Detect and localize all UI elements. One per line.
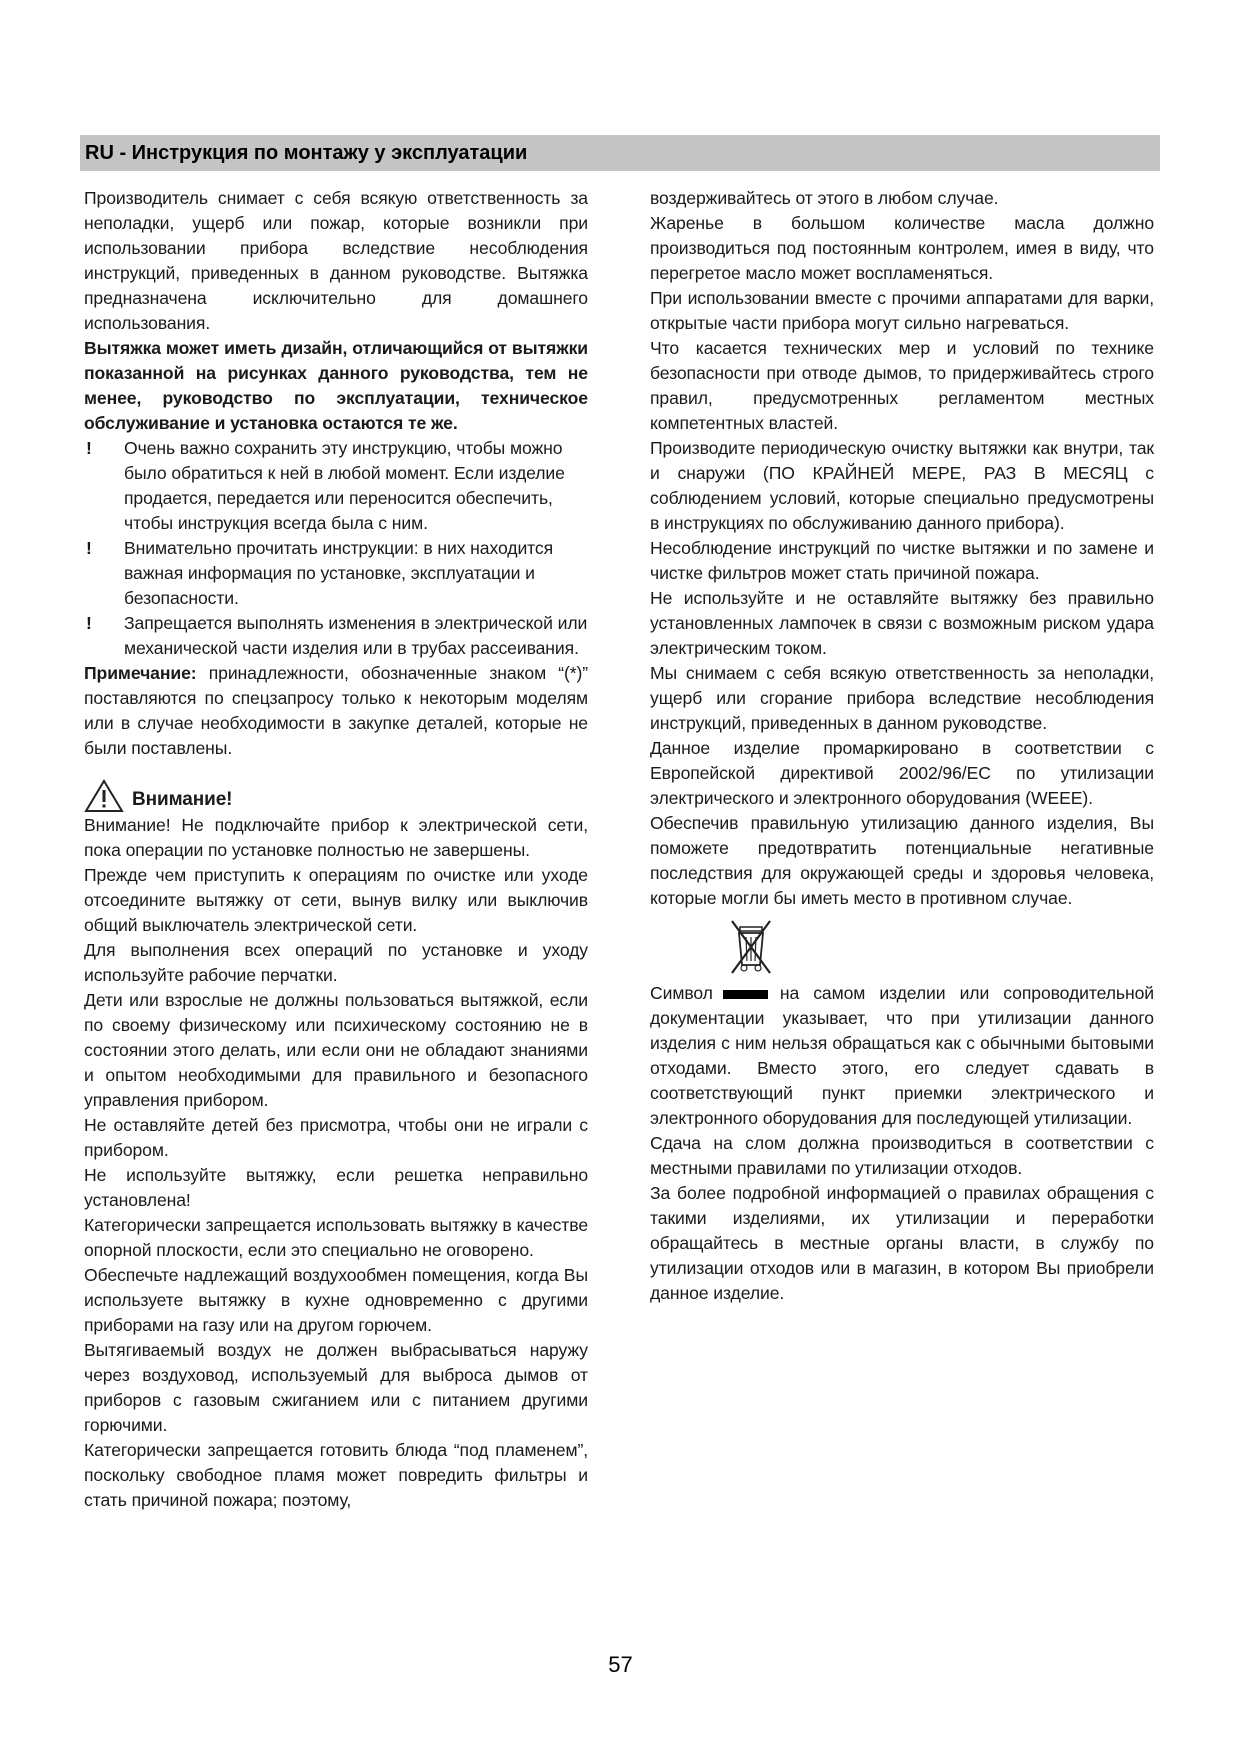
right-paragraph: Мы снимаем с себя всякую ответственность за неполадки, ущерб или сгорание прибора вследствие несоблюдения инструкций, приведенных в данном руководстве. <box>650 663 1154 733</box>
right-paragraph: Данное изделие промаркировано в соответствии с Европейской директивой 2002/96/ЕС по утилизации электрического и электронного оборудования (WEEE). <box>650 738 1154 808</box>
warning-paragraph: Не оставляйте детей без присмотра, чтобы они не играли с прибором. <box>84 1115 588 1160</box>
exclamation-icon: ! <box>86 538 92 558</box>
left-column <box>84 186 588 1513</box>
bullet-text: Запрещается выполнять изменения в электрической или механической части изделия или в трубах рассеивания. <box>124 613 588 658</box>
weee-crossed-bin-icon <box>728 917 1154 981</box>
right-paragraph: За более подробной информацией о правилах обращения с такими изделиями, их утилизации и переработки обращайтесь в местные органы власти, в службу по утилизации отходов или в магазин, в котором Вы приобрели данное изделие. <box>650 1183 1154 1303</box>
right-paragraph: Сдача на слом должна производиться в соответствии с местными правилами по утилизации отходов. <box>650 1133 1154 1178</box>
warning-paragraph: Категорически запрещается готовить блюда “под пламенем”, поскольку свободное пламя может повредить фильтры и стать причиной пожара; поэтому, <box>84 1440 588 1510</box>
warning-paragraph: Обеспечьте надлежащий воздухообмен помещения, когда Вы используете вытяжку в кухне одновременно с другими приборами на газу или на другом горючем. <box>84 1265 588 1335</box>
section-title: RU - Инструкция по монтажу у эксплуатации <box>85 142 528 164</box>
warning-paragraph: Категорически запрещается использовать вытяжку в качестве опорной плоскости, если это специально не оговорено. <box>84 1215 588 1260</box>
symbol-word: Символ <box>650 983 713 1003</box>
intro-paragraph: Производитель снимает с себя всякую ответственность за неполадки, ущерб или пожар, которые возникли при использовании прибора вследствие несоблюдения инструкций, приведенных в данном руководстве. Вытяжка предназначена исключительно для домашнего использования. <box>84 188 588 333</box>
right-paragraph: Что касается технических мер и условий по технике безопасности при отводе дымов, то придерживайтесь строго правил, предусмотренных регламентом местных компетентных властей. <box>650 338 1154 433</box>
right-paragraph: Не используйте и не оставляйте вытяжку без правильно установленных лампочек в связи с возможным риском удара электрическим током. <box>650 588 1154 658</box>
note-text: принадлежности, обозначенные знаком “(*)” поставляются по спецзапросу только к некоторым моделям или в случае необходимости в закупке деталей, которые не были поставлены. <box>84 663 588 758</box>
warning-paragraph: Для выполнения всех операций по установке и уходу используйте рабочие перчатки. <box>84 940 588 985</box>
warning-triangle-icon <box>84 779 124 813</box>
right-paragraph: Несоблюдение инструкций по чистке вытяжки и по замене и чистке фильтров может стать причиной пожара. <box>650 538 1154 583</box>
symbol-text: на самом изделии или сопроводительной документации указывает, что при утилизации данного изделия с ним нельзя обращаться как с обычными бытовыми отходами. Вместо этого, его следует сдавать в соответствующий пункт приемки электрического и электронного оборудования для последующей утилизации. <box>650 983 1154 1128</box>
section-header <box>80 135 1160 171</box>
right-paragraph: воздерживайтесь от этого в любом случае. <box>650 188 999 208</box>
design-note-paragraph: Вытяжка может иметь дизайн, отличающийся от вытяжки показанной на рисунках данного руководства, тем не менее, руководство по эксплуатации, техническое обслуживание и установка остаются те же. <box>84 338 588 433</box>
right-column <box>650 186 1154 1306</box>
warning-paragraph: Не используйте вытяжку, если решетка неправильно установлена! <box>84 1165 588 1210</box>
note-paragraph <box>84 661 588 761</box>
warning-title: Внимание! <box>132 789 233 810</box>
symbol-paragraph <box>650 981 1154 1131</box>
warning-paragraph: Прежде чем приступить к операциям по очистке или уходе отсоедините вытяжку от сети, вынув вилку или выключив общий выключатель электрической сети. <box>84 865 588 935</box>
warning-heading <box>84 767 588 813</box>
right-paragraph: Производите периодическую очистку вытяжки как внутри, так и снаружи (ПО КРАЙНЕЙ МЕРЕ, РАЗ В МЕСЯЦ с соблюдением условий, которые специально предусмотрены в инструкциях по обслуживанию данного прибора). <box>650 438 1154 533</box>
exclamation-icon: ! <box>86 438 92 458</box>
right-paragraph: Жаренье в большом количестве масла должно производиться под постоянным контролем, имея в виду, что перегретое масло может воспламеняться. <box>650 213 1154 283</box>
bullet-item <box>84 536 588 611</box>
bullet-text: Внимательно прочитать инструкции: в них находится важная информация по установке, эксплуатации и безопасности. <box>124 538 554 608</box>
warning-paragraph: Дети или взрослые не должны пользоваться вытяжкой, если по своему физическому или психическому состоянию не в состоянии этого делать, или если они не обладают знаниями и опытом необходимыми для правильного и безопасного управления прибором. <box>84 990 588 1110</box>
bullet-item <box>84 436 588 536</box>
bullet-item <box>84 611 588 661</box>
right-paragraph: При использовании вместе с прочими аппаратами для варки, открытые части прибора могут сильно нагреваться. <box>650 288 1154 333</box>
warning-paragraph: Вытягиваемый воздух не должен выбрасываться наружу через воздуховод, используемый для выброса дымов от приборов с газовым сжиганием или с питанием другими горючими. <box>84 1340 588 1435</box>
exclamation-icon: ! <box>86 613 92 633</box>
page-number: 57 <box>608 1652 633 1677</box>
warning-paragraph: Внимание! Не подключайте прибор к электрической сети, пока операции по установке полностью не завершены. <box>84 815 588 860</box>
bullet-text: Очень важно сохранить эту инструкцию, чтобы можно было обратиться к ней в любой момент. Если изделие продается, передается или переносится обеспечить, чтобы инструкция всегда была с ним. <box>124 438 565 533</box>
note-label: Примечание: <box>84 663 197 683</box>
black-bar-symbol-icon <box>723 990 768 999</box>
right-paragraph: Обеспечив правильную утилизацию данного изделия, Вы поможете предотвратить потенциальные негативные последствия для окружающей среды и здоровья человека, которые могли бы иметь место в противном случае. <box>650 813 1154 908</box>
